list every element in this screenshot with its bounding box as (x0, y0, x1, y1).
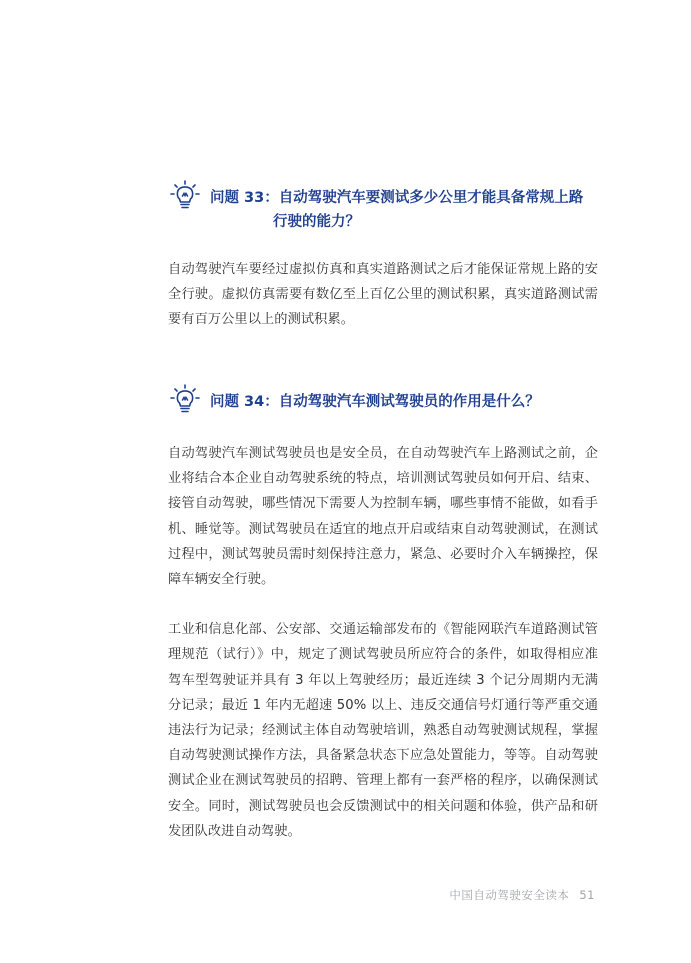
question-header (168, 390, 598, 414)
lightbulb-icon (168, 383, 202, 417)
qa-section-33 (168, 186, 598, 333)
question-title: 问题 34：自动驾驶汽车测试驾驶员的作用是什么？ (210, 394, 540, 410)
answer-paragraph-1: 自动驾驶汽车测试驾驶员也是安全员，在自动驾驶汽车上路测试之前，企业将结合本企业自动驾驶系统的特点，培训测试驾驶员如何开启、结束、接管自动驾驶，哪些情况下需要人为控制车辆，哪些事情不能做，如看手机、睡觉等。测试驾驶员在适宜的地点开启或结束自动驾驶测试，在测试过程中，测试驾驶员需时刻保持注意力，紧急、必要时介入车辆操控，保障车辆安全行驶。 (168, 446, 598, 588)
answer-paragraph-2: 工业和信息化部、公安部、交通运输部发布的《智能网联汽车道路测试管理规范（试行）》中，规定了测试驾驶员所应符合的条件，如取得相应准驾车型驾驶证并具有 3 年以上驾驶经历；最近连续 3 个记分周期内无满分记录；最近 1 年内无超速 50% 以上、违反交通信号灯通行等严重交通违法行为记录；经测试主体自动驾驶培训，熟悉自动驾驶测试规程，掌握自动驾驶测试操作方法，具备紧急状态下应急处置能力，等等。自动驾驶测试企业在测试驾驶员的招聘、管理上都有一套严格的程序，以确保测试安全。同时，测试驾驶员也会反馈测试中的相关问题和体验，供产品和研发团队改进自动驾驶。 (168, 622, 598, 839)
page-number: 51 (579, 888, 595, 902)
question-title-line-2: 行驶的能力？ (273, 214, 360, 230)
qa-section-34 (168, 390, 598, 844)
question-header (168, 186, 598, 234)
question-title-line-1: 问题 33：自动驾驶汽车要测试多少公里才能具备常规上路 (210, 190, 584, 206)
footer-book-title: 中国自动驾驶安全读本 (449, 888, 570, 902)
lightbulb-icon (168, 179, 202, 213)
page-footer (449, 887, 595, 903)
answer-paragraph: 自动驾驶汽车要经过虚拟仿真和真实道路测试之后才能保证常规上路的安全行驶。虚拟仿真需要有数亿至上百亿公里的测试积累，真实道路测试需要有百万公里以上的测试积累。 (168, 262, 598, 328)
question-title (210, 186, 598, 234)
